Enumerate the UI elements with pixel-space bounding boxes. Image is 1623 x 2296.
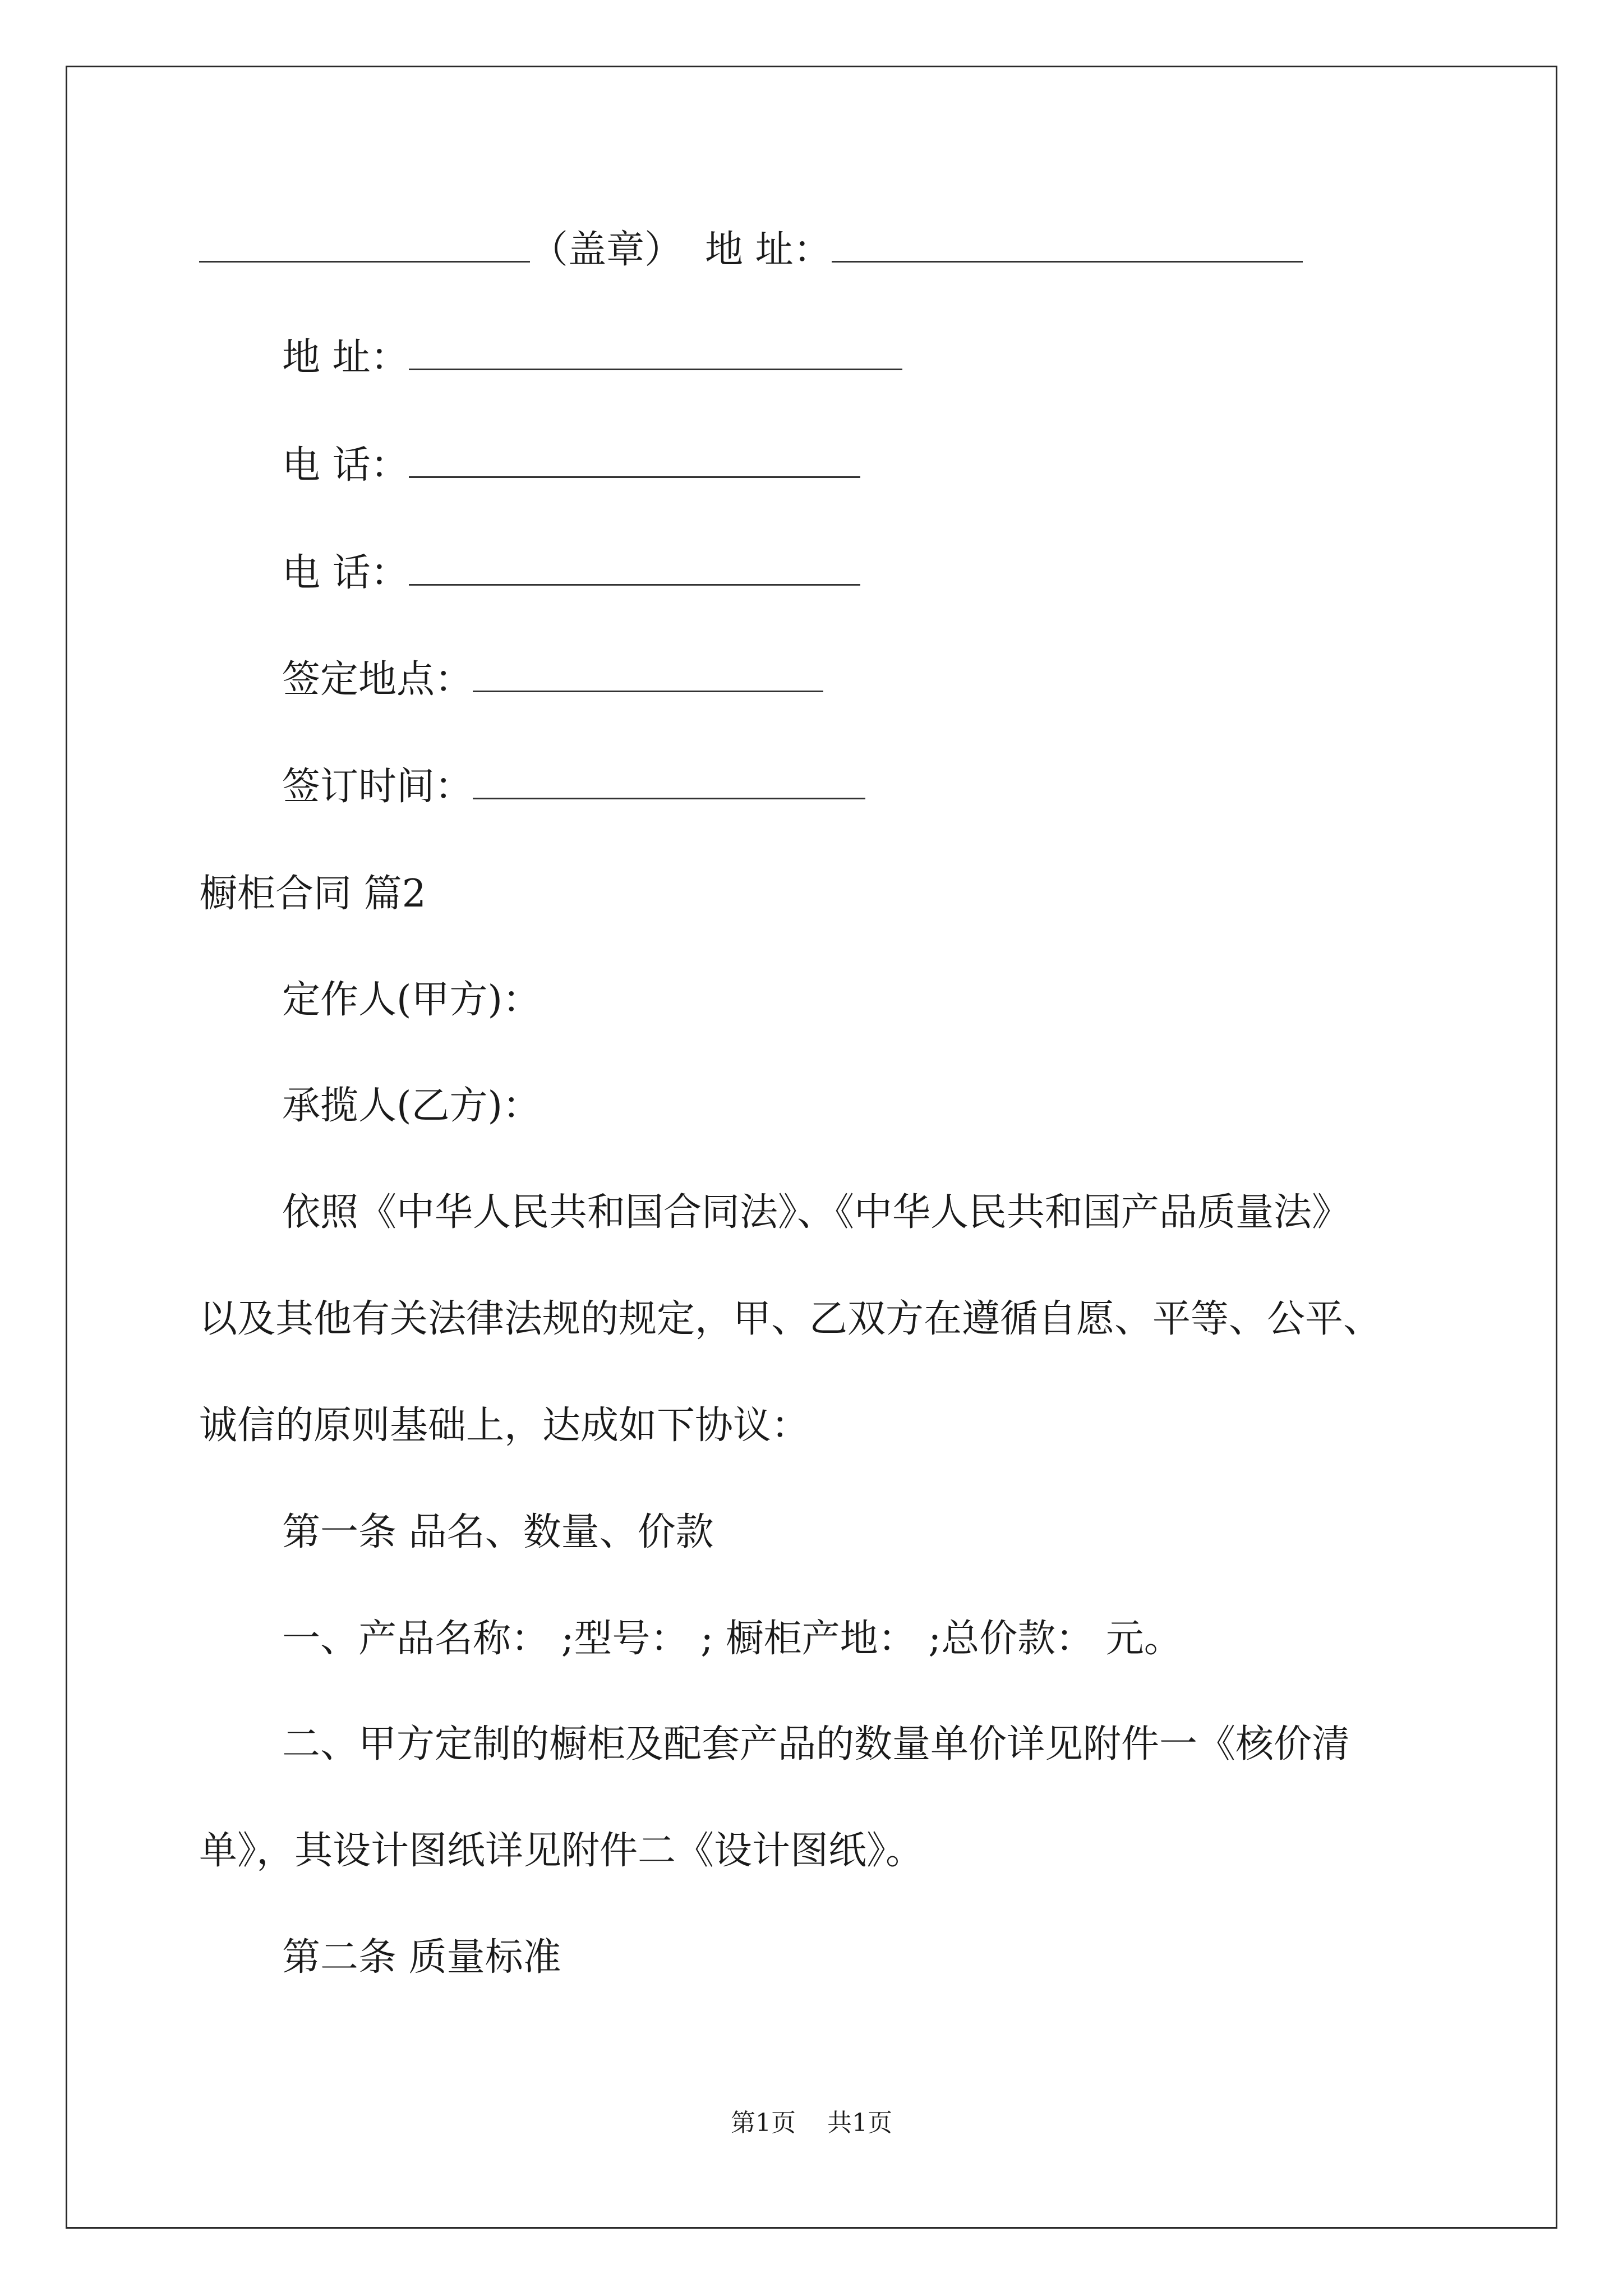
field-label: 签订时间： — [282, 765, 473, 809]
field-blank[interactable] — [473, 763, 865, 799]
page-total: 共1页 — [827, 2109, 892, 2137]
field-address — [282, 330, 902, 386]
page-footer — [0, 2106, 1623, 2140]
field-blank[interactable] — [473, 656, 823, 692]
party-b: 承揽人(乙方)： — [282, 1084, 541, 1128]
field-blank[interactable] — [409, 549, 860, 586]
article-1-item-1: 一、产品名称： ;型号： ; 橱柜产地： ;总价款： 元。 — [282, 1617, 1182, 1661]
intro-line-1: 依照《中华人民共和国合同法》、《中华人民共和国产品质量法》 — [282, 1190, 1350, 1235]
article-2-title: 第二条 质量标准 — [282, 1935, 561, 1980]
field-label: 电 话： — [282, 443, 409, 487]
signature-blank[interactable] — [199, 226, 530, 263]
field-phone-1 — [282, 438, 860, 494]
article-1-item-2: 二、甲方定制的橱柜及配套产品的数量单价详见附件一《核价清 — [282, 1722, 1350, 1766]
field-signing-place — [282, 652, 823, 708]
field-blank[interactable] — [409, 334, 902, 370]
party-a: 定作人(甲方)： — [282, 978, 541, 1022]
field-label: 地 址： — [282, 335, 409, 380]
intro-line-3: 诚信的原则基础上，达成如下协议： — [199, 1404, 810, 1448]
field-label: 签定地点： — [282, 657, 473, 702]
field-label: 电 话： — [282, 551, 409, 595]
article-1-title: 第一条 品名、数量、价款 — [282, 1510, 714, 1554]
section-title: 橱柜合同 篇2 — [199, 872, 426, 916]
intro-line-2: 以及其他有关法律法规的规定，甲、乙双方在遵循自愿、平等、公平、 — [199, 1297, 1382, 1341]
header-address-blank[interactable] — [832, 226, 1303, 263]
stamp-label: （盖章） — [530, 228, 683, 272]
page-number: 第1页 — [731, 2109, 796, 2137]
page-border — [66, 66, 1557, 2229]
field-phone-2 — [282, 545, 860, 601]
article-1-item-2-cont: 单》，其设计图纸详见附件二《设计图纸》。 — [199, 1829, 924, 1873]
header-signature-line — [199, 222, 1303, 278]
field-blank[interactable] — [409, 441, 860, 478]
header-address-label: 地 址： — [705, 228, 832, 272]
field-signing-time — [282, 759, 865, 815]
